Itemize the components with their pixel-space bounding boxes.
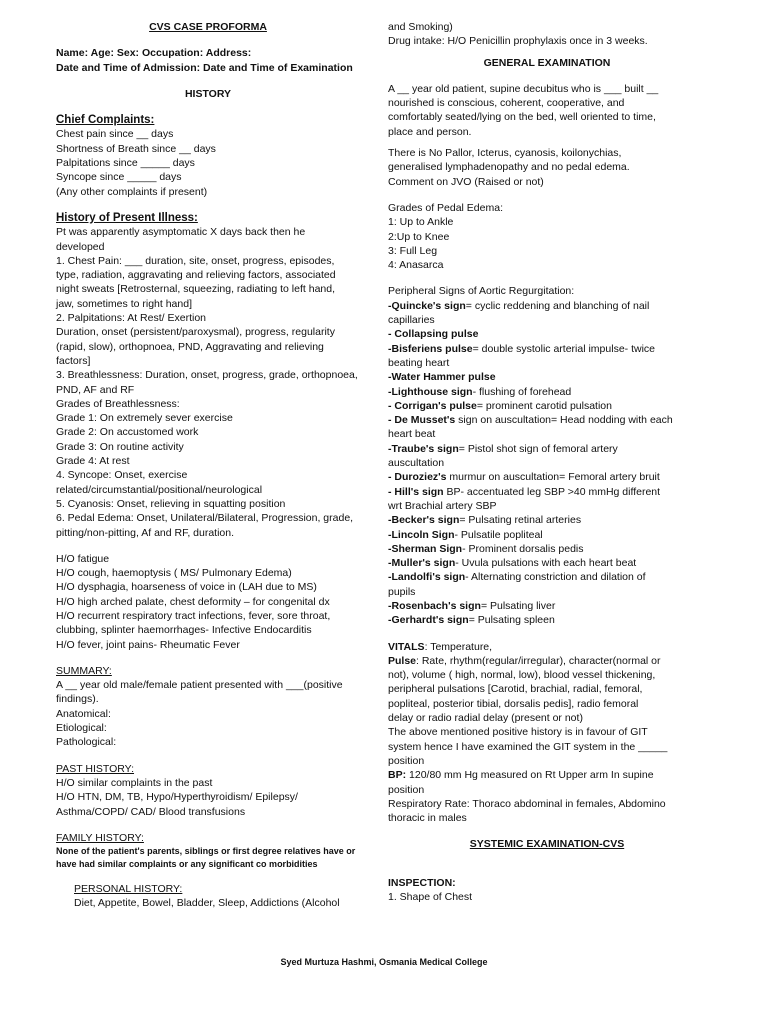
ar-sign-description: - Uvula pulsations with each heart beat	[455, 557, 637, 570]
ar-sign-item	[388, 585, 706, 599]
pulse-list	[388, 668, 706, 768]
hpi-line: Pt was apparently asymptomatic X days back then he	[56, 226, 306, 239]
past-history-line: Asthma/COPD/ CAD/ Blood transfusions	[56, 805, 246, 818]
ar-sign-name: -Lighthouse sign	[388, 385, 473, 398]
hpi-line: type, radiation, aggravating and relieving factors, associated	[56, 269, 336, 282]
chief-complaint-item: Chest pain since __ days	[56, 128, 174, 141]
inspection-heading: INSPECTION:	[388, 876, 456, 889]
demographics-line: Name: Age: Sex: Occupation: Address:	[56, 47, 252, 60]
ar-sign-description: pupils	[388, 585, 416, 598]
hpi-line: factors]	[56, 354, 91, 367]
ar-sign-item	[388, 528, 706, 542]
ar-sign-description: = cyclic reddening and blanching of nail	[465, 299, 650, 312]
history-of-line: H/O fever, joint pains- Rheumatic Fever	[56, 638, 240, 651]
bp-line: thoracic in males	[388, 812, 467, 825]
left-column	[56, 20, 360, 911]
pulse-line	[388, 654, 706, 668]
hpi-line: night sweats [Retrosternal, squeezing, radiating to left hand,	[56, 283, 335, 296]
hpi-line: 1. Chest Pain: ___ duration, site, onset, progress, episodes,	[56, 254, 335, 267]
edema-grade-item: 4: Anasarca	[388, 259, 444, 272]
ar-sign-name: -Rosenbach's sign	[388, 599, 481, 612]
general-exam-line: nourished is conscious, coherent, cooperative, and	[388, 97, 625, 110]
edema-grade-item: 3: Full Leg	[388, 244, 438, 257]
ar-signs-heading: Peripheral Signs of Aortic Regurgitation:	[388, 285, 575, 298]
ar-sign-item	[388, 385, 706, 399]
history-of-line: clubbing, splinter haemorrhages- Infective Endocarditis	[56, 624, 312, 637]
ar-sign-item	[388, 442, 706, 456]
ar-sign-description: - Alternating constriction and dilation of	[465, 571, 646, 584]
chief-complaint-item: Syncope since _____ days	[56, 171, 182, 184]
hpi-line: related/circumstantial/positional/neurological	[56, 483, 263, 496]
edema-grades-heading: Grades of Pedal Edema:	[388, 201, 503, 214]
pulse-text: : Rate, rhythm(regular/irregular), character(normal or	[416, 654, 661, 667]
hpi-line: PND, AF and RF	[56, 383, 135, 396]
family-history-heading: FAMILY HISTORY:	[56, 831, 144, 844]
ar-sign-item	[388, 513, 706, 527]
ar-sign-name: - Collapsing pulse	[388, 328, 479, 341]
pulse-line: not), volume ( high, normal, low), blood vessel thickening,	[388, 669, 656, 682]
ar-sign-name: -Sherman Sign	[388, 542, 463, 555]
ar-sign-name: -Traube's sign	[388, 442, 459, 455]
bp-label: BP:	[388, 769, 407, 782]
pulse-line: system hence I have examined the GIT system in the _____	[388, 740, 668, 753]
hpi-line: 3. Breathlessness: Duration, onset, progress, grade, orthopnoea,	[56, 369, 358, 382]
pallor-line: generalised lymphadenopathy and no pedal edema.	[388, 161, 630, 174]
ar-sign-description: = Pulsating liver	[480, 599, 556, 612]
pallor-line: There is No Pallor, Icterus, cyanosis, koilonychias,	[388, 147, 622, 160]
footer-credit: Syed Murtuza Hashmi, Osmania Medical College	[280, 957, 488, 967]
ar-signs-list	[388, 299, 706, 628]
inspection-list	[388, 890, 706, 904]
ar-sign-description: - Prominent dorsalis pedis	[462, 542, 584, 555]
past-history-line: H/O similar complaints in the past	[56, 776, 213, 789]
hpi-list	[56, 225, 360, 540]
ar-sign-item	[388, 313, 706, 327]
pallor-line: Comment on JVO (Raised or not)	[388, 175, 544, 188]
ar-sign-description: = prominent carotid pulsation	[476, 399, 612, 412]
vitals-text: : Temperature,	[424, 640, 493, 653]
general-exam-paragraph	[388, 82, 706, 139]
ar-sign-name: -Landolfi's sign	[388, 571, 466, 584]
ar-sign-name: -Gerhardt's sign	[388, 614, 469, 627]
hpi-line: Grade 1: On extremely sever exercise	[56, 412, 233, 425]
ar-sign-name: -Lincoln Sign	[388, 528, 455, 541]
edema-grades-list	[388, 215, 706, 272]
pulse-line: popliteal, posterior tibial, dorsalis pedis], radio femoral	[388, 697, 639, 710]
ar-sign-description: sign on auscultation= Head nodding with each	[455, 414, 673, 427]
general-exam-line: place and person.	[388, 125, 472, 138]
chief-complaints-heading: Chief Complaints:	[56, 114, 155, 127]
datetime-line: Date and Time of Admission: Date and Time of Examination	[56, 61, 353, 74]
general-exam-line: A __ year old patient, supine decubitus who is ___ built __	[388, 82, 659, 95]
ar-sign-item	[388, 556, 706, 570]
ho-list	[56, 552, 360, 652]
family-history-line: have had similar complaints or any significant co morbidities	[56, 858, 318, 869]
document-title: CVS CASE PROFORMA	[149, 21, 267, 33]
ar-sign-description: - Pulsatile popliteal	[454, 528, 543, 541]
hpi-line: 5. Cyanosis: Onset, relieving in squatting position	[56, 497, 286, 510]
chief-complaint-item: Shortness of Breath since __ days	[56, 142, 216, 155]
ar-sign-description: heart beat	[388, 428, 436, 441]
ar-sign-item	[388, 327, 706, 341]
chief-complaint-item: Palpitations since _____ days	[56, 157, 195, 170]
ar-sign-description: = Pistol shot sign of femoral artery	[458, 442, 618, 455]
personal-history-continued: and Smoking)	[388, 21, 453, 33]
inspection-line: 1. Shape of Chest	[388, 891, 473, 904]
bp-line: Respiratory Rate: Thoraco abdominal in females, Abdomino	[388, 797, 666, 810]
personal-history-line: Diet, Appetite, Bowel, Bladder, Sleep, Addictions (Alcohol	[74, 897, 340, 910]
past-history-heading: PAST HISTORY:	[56, 762, 135, 775]
pulse-label: Pulse	[388, 654, 417, 667]
right-column	[388, 20, 706, 904]
general-exam-heading: GENERAL EXAMINATION	[483, 56, 611, 69]
hpi-line: 2. Palpitations: At Rest/ Exertion	[56, 312, 206, 325]
bp-line	[388, 768, 706, 782]
ar-sign-item	[388, 370, 706, 384]
ar-sign-item	[388, 299, 706, 313]
vitals-label: VITALS	[388, 640, 425, 653]
edema-grade-item: 1: Up to Ankle	[388, 216, 454, 229]
ar-sign-description: murmur on auscultation= Femoral artery bruit	[446, 471, 660, 484]
history-of-line: H/O cough, haemoptysis ( MS/ Pulmonary Edema)	[56, 567, 292, 580]
hpi-line: Grade 4: At rest	[56, 455, 130, 468]
history-heading: HISTORY	[184, 87, 232, 100]
ar-sign-item	[388, 356, 706, 370]
ar-sign-description: BP- accentuated leg SBP >40 mmHg different	[443, 485, 661, 498]
summary-line: Pathological:	[56, 736, 117, 749]
ar-sign-item	[388, 413, 706, 427]
ar-sign-name: - Hill's sign	[388, 485, 444, 498]
personal-history-heading: PERSONAL HISTORY:	[74, 883, 183, 896]
ar-sign-item	[388, 470, 706, 484]
ar-sign-item	[388, 485, 706, 499]
history-of-line: H/O high arched palate, chest deformity – for congenital dx	[56, 595, 330, 608]
pulse-line: peripheral pulsations [Carotid, brachial, radial, femoral,	[388, 683, 643, 696]
summary-heading: SUMMARY:	[56, 664, 112, 677]
pulse-line: delay or radio radial delay (present or not)	[388, 712, 583, 725]
bp-text: 120/80 mm Hg measured on Rt Upper arm In supine	[406, 769, 654, 782]
ar-sign-name: -Bisferiens pulse	[388, 342, 473, 355]
general-exam-line: comfortably seated/lying on the bed, well oriented to time,	[388, 111, 656, 124]
family-history-list	[56, 845, 360, 870]
hpi-line: Grades of Breathlessness:	[56, 397, 180, 410]
ar-sign-item	[388, 542, 706, 556]
chief-complaint-item: (Any other complaints if present)	[56, 185, 208, 198]
ar-sign-name: -Water Hammer pulse	[388, 371, 496, 384]
ar-sign-item	[388, 570, 706, 584]
systemic-exam-heading: SYSTEMIC EXAMINATION-CVS	[469, 838, 625, 851]
hpi-line: developed	[56, 240, 105, 253]
past-history-line: H/O HTN, DM, TB, Hypo/Hyperthyroidism/ Epilepsy/	[56, 791, 298, 804]
ar-sign-description: - flushing of forehead	[472, 385, 572, 398]
past-history-list	[56, 776, 360, 819]
hpi-line: Duration, onset (persistent/paroxysmal), progress, regularity	[56, 326, 335, 339]
ar-sign-item	[388, 427, 706, 441]
ar-sign-item	[388, 499, 706, 513]
hpi-line: 4. Syncope: Onset, exercise	[56, 469, 188, 482]
summary-line: Anatomical:	[56, 707, 111, 720]
summary-line: Etiological:	[56, 722, 107, 735]
history-of-line: H/O recurrent respiratory tract infections, fever, sore throat,	[56, 609, 331, 622]
chief-complaints-list	[56, 127, 360, 198]
hpi-heading: History of Present Illness:	[56, 211, 198, 224]
hpi-line: Grade 3: On routine activity	[56, 440, 184, 453]
hpi-line: (rapid, slow), orthopnoea, PND, Aggravating and relieving	[56, 340, 324, 353]
history-of-line: H/O fatigue	[56, 552, 110, 565]
ar-sign-name: -Becker's sign	[388, 514, 460, 527]
hpi-line: pitting/non-pitting, Af and RF, duration.	[56, 526, 235, 539]
ar-sign-description: = Pulsating retinal arteries	[459, 514, 582, 527]
ar-sign-item	[388, 599, 706, 613]
drug-intake-line: Drug intake: H/O Penicillin prophylaxis once in 3 weeks.	[388, 35, 648, 48]
pulse-line: position	[388, 754, 425, 767]
hpi-line: Grade 2: On accustomed work	[56, 426, 199, 439]
pulse-line: The above mentioned positive history is in favour of GIT	[388, 726, 648, 739]
summary-list	[56, 678, 360, 749]
ar-sign-item	[388, 613, 706, 627]
vitals-line	[388, 640, 706, 654]
family-history-line: None of the patient's parents, siblings or first degree relatives have or	[56, 846, 356, 857]
ar-sign-name: - Duroziez's	[388, 471, 447, 484]
ar-sign-name: - Corrigan's pulse	[388, 399, 477, 412]
ar-sign-item	[388, 399, 706, 413]
hpi-line: 6. Pedal Edema: Onset, Unilateral/Bilateral, Progression, grade,	[56, 512, 354, 525]
history-of-line: H/O dysphagia, hoarseness of voice in (LAH due to MS)	[56, 581, 317, 594]
ar-sign-description: = Pulsating spleen	[468, 614, 555, 627]
ar-sign-name: - De Musset's	[388, 414, 456, 427]
ar-sign-description: capillaries	[388, 314, 435, 327]
summary-line: A __ year old male/female patient presented with ___(positive	[56, 679, 343, 692]
ar-sign-description: auscultation	[388, 457, 445, 470]
bp-list	[388, 783, 706, 826]
ar-sign-description: wrt Brachial artery SBP	[388, 499, 497, 512]
hpi-line: jaw, sometimes to right hand]	[56, 297, 192, 310]
edema-grade-item: 2:Up to Knee	[388, 230, 450, 243]
bp-line: position	[388, 783, 425, 796]
ar-sign-item	[388, 456, 706, 470]
ar-sign-item	[388, 342, 706, 356]
ar-sign-description: beating heart	[388, 356, 450, 369]
ar-sign-name: -Muller's sign	[388, 557, 456, 570]
ar-sign-name: -Quincke's sign	[388, 299, 466, 312]
ar-sign-description: = double systolic arterial impulse- twice	[472, 342, 655, 355]
summary-line: findings).	[56, 693, 99, 706]
pallor-paragraph	[388, 146, 706, 189]
